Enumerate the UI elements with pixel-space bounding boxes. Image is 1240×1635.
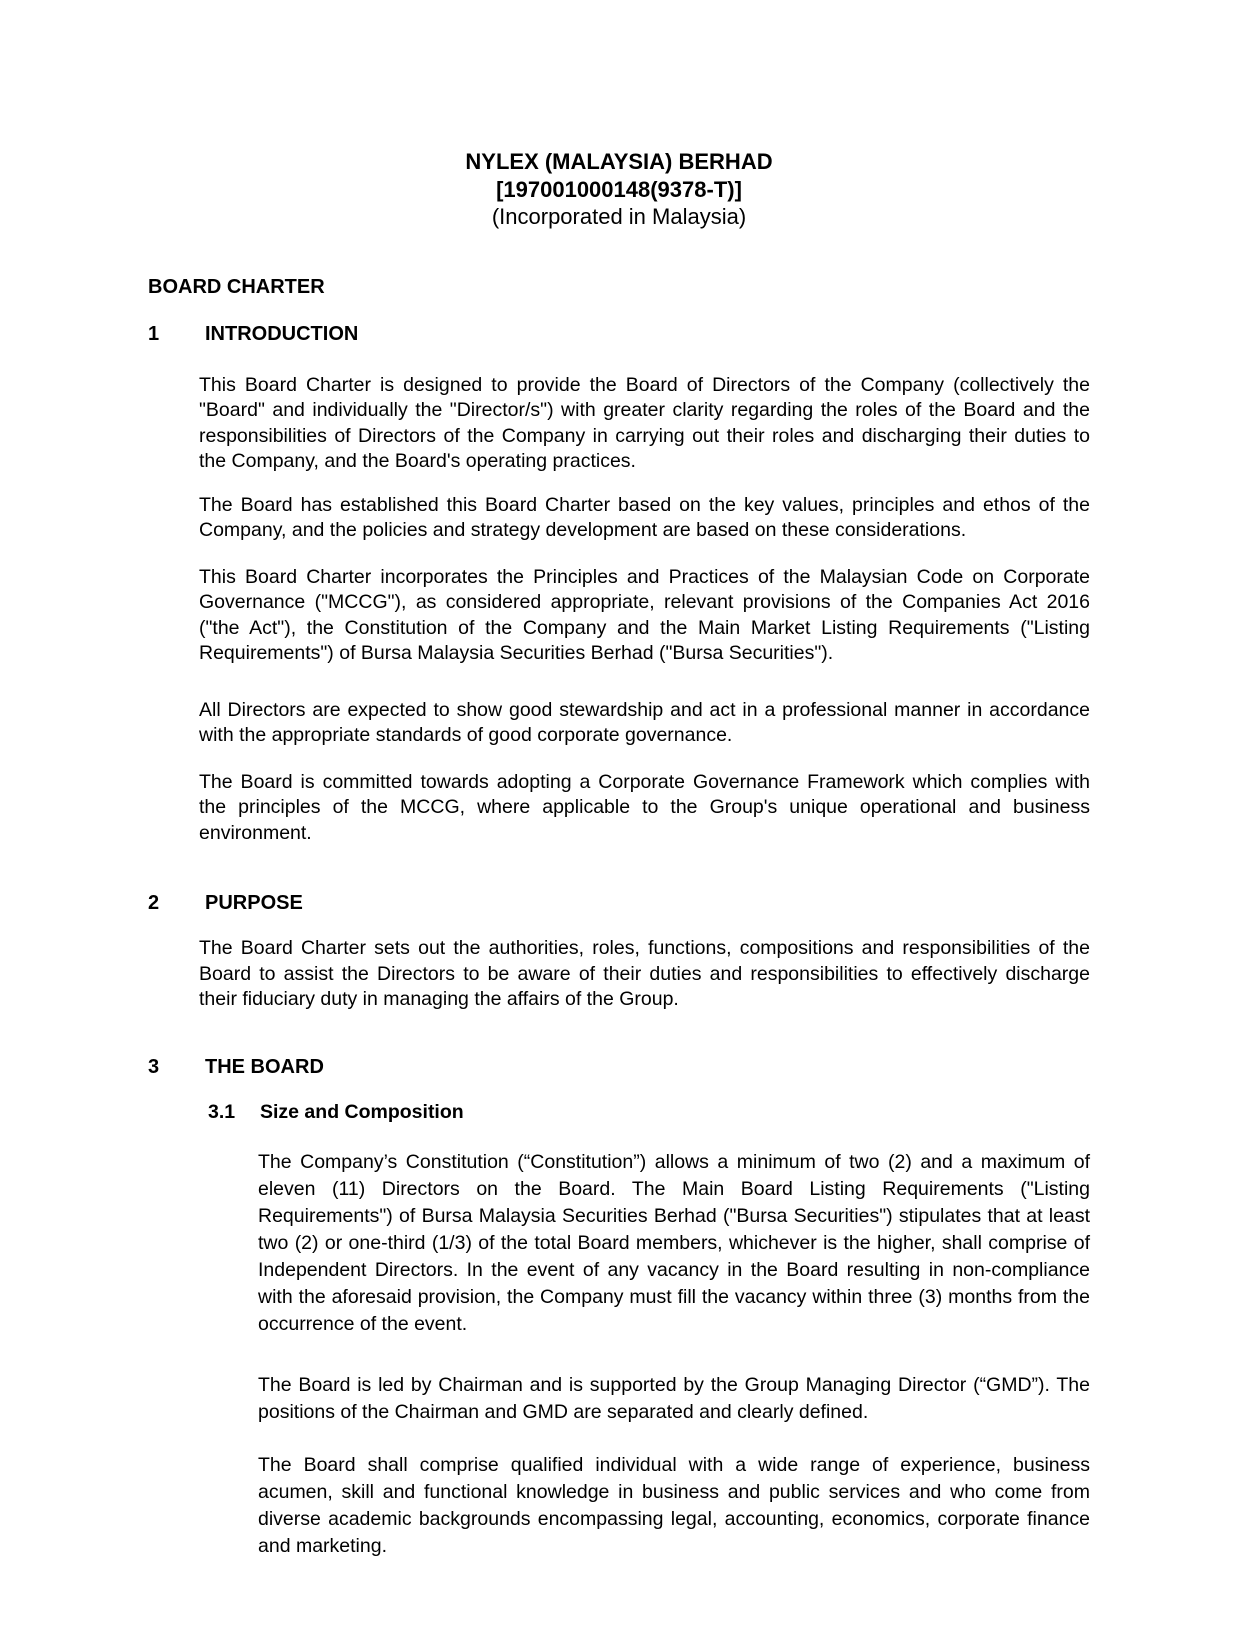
paragraph: The Board is committed towards adopting a Corporate Governance Framework which complies with the principles of the MCCG, where applicable to the Group's unique operational and business environment. bbox=[199, 770, 1090, 844]
paragraph: The Board is led by Chairman and is supported by the Group Managing Director (“GMD”). The positions of the Chairman and GMD are separated and clearly defined. bbox=[258, 1373, 1090, 1423]
paragraph: All Directors are expected to show good stewardship and act in a professional manner in accordance with the appropriate standards of good corporate governance. bbox=[199, 698, 1090, 746]
paragraph: The Board shall comprise qualified individual with a wide range of experience, business acumen, skill and functional knowledge in business and public services and who come from diverse academic backgrounds encompassing legal, accounting, economics, corporate finance and marketing. bbox=[258, 1453, 1090, 1557]
subsection-number: 3.1 bbox=[208, 1100, 236, 1123]
section-purpose-heading bbox=[148, 891, 1240, 916]
company-registration-number: [197001000148(9378-T)] bbox=[496, 176, 742, 202]
section-title: PURPOSE bbox=[205, 892, 303, 914]
incorporation-note: (Incorporated in Malaysia) bbox=[491, 204, 747, 229]
section-title: INTRODUCTION bbox=[205, 322, 359, 345]
section-number: 2 bbox=[148, 892, 160, 914]
document-header bbox=[148, 0, 1090, 231]
company-name: NYLEX (MALAYSIA) BERHAD bbox=[465, 149, 773, 174]
paragraph: This Board Charter is designed to provide the Board of Directors of the Company (collectively the "Board" and individually the "Director/s") with greater clarity regarding the roles of the Board and the responsibilities of Directors of the Company in carrying out their roles and discharging their duties to the Company, and the Board's operating practices. bbox=[199, 373, 1090, 472]
section-the-board-heading bbox=[148, 1055, 1240, 1080]
subsection-title: Size and Composition bbox=[260, 1100, 464, 1123]
section-title: THE BOARD bbox=[205, 1055, 324, 1078]
paragraph: The Board Charter sets out the authorities, roles, functions, compositions and responsibilities of the Board to assist the Directors to be aware of their duties and responsibilities to effectively discharge their fiduciary duty in managing the affairs of the Group. bbox=[199, 937, 1090, 1010]
section-number: 1 bbox=[148, 322, 160, 345]
paragraph: This Board Charter incorporates the Principles and Practices of the Malaysian Code on Corporate Governance ("MCCG"), as considered appropriate, relevant provisions of the Companies Act 2016 ("the Act"), the Constitution of the Company and the Main Market Listing Requirements ("Listing Requirements") of Bursa Malaysia Securities Berhad ("Bursa Securities"). bbox=[199, 565, 1090, 664]
section-number: 3 bbox=[148, 1055, 160, 1078]
subsection-size-and-composition-heading bbox=[208, 1100, 1240, 1125]
document-title: BOARD CHARTER bbox=[148, 275, 325, 298]
paragraph: The Board has established this Board Charter based on the key values, principles and ethos of the Company, and the policies and strategy development are based on these considerations. bbox=[199, 493, 1090, 541]
paragraph: The Company’s Constitution (“Constitution”) allows a minimum of two (2) and a maximum of eleven (11) Directors on the Board. The Main Board Listing Requirements ("Listing Requirements") of Bursa Malaysia Securities Berhad ("Bursa Securities") stipulates that at least two (2) or one-third (1/3) of the total Board members, whichever is the higher, shall comprise of Independent Directors. In the event of any vacancy in the Board resulting in non-compliance with the aforesaid provision, the Company must fill the vacancy within three (3) months from the occurrence of the event. bbox=[258, 1150, 1090, 1335]
section-introduction-heading bbox=[148, 322, 1240, 347]
